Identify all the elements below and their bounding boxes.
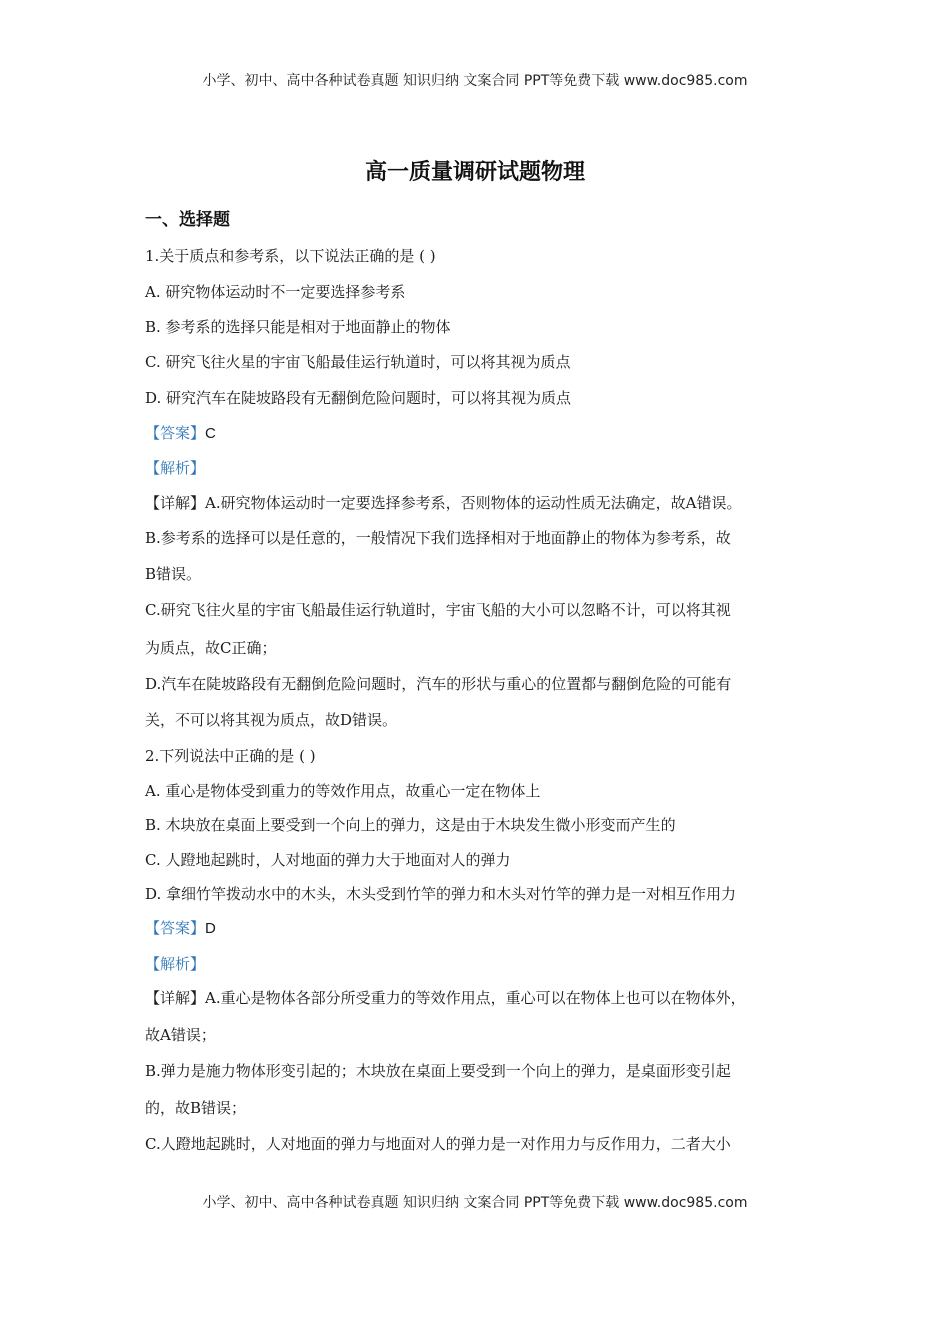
answer-tag: 【答案】	[145, 424, 206, 442]
question-1-answer	[145, 422, 825, 445]
question-1-option-b: B. 参考系的选择只能是相对于地面静止的物体	[145, 318, 451, 336]
answer-value: D	[205, 920, 216, 937]
question-2-detail-line: B.弹力是施力物体形变引起的；木块放在桌面上要受到一个向上的弹力，是桌面形变引起	[145, 1062, 731, 1080]
analysis-tag: 【解析】	[145, 955, 206, 973]
question-2-analysis	[145, 953, 825, 975]
detail-text: A.重心是物体各部分所受重力的等效作用点，重心可以在物体上也可以在物体外，	[205, 989, 746, 1007]
question-1-detail-line: D.汽车在陡坡路段有无翻倒危险问题时，汽车的形状与重心的位置都与翻倒危险的可能有	[145, 675, 732, 693]
section-heading: 一、选择题	[145, 210, 230, 230]
question-1-detail-line: 为质点，故C正确；	[145, 639, 277, 657]
answer-tag: 【答案】	[145, 919, 206, 937]
question-1-option-a: A. 研究物体运动时不一定要选择参考系	[145, 283, 406, 301]
question-1-detail-line: B错误。	[145, 565, 202, 583]
detail-text: A.研究物体运动时一定要选择参考系，否则物体的运动性质无法确定，故A错误。	[205, 494, 742, 512]
question-1-detail-line: B.参考系的选择可以是任意的，一般情况下我们选择相对于地面静止的物体为参考系，故	[145, 529, 731, 547]
detail-tag: 【详解】	[145, 494, 206, 512]
question-1-analysis	[145, 457, 825, 479]
page-footer: 小学、初中、高中各种试卷真题 知识归纳 文案合同 PPT等免费下载 www.doc985.com	[202, 1195, 748, 1211]
question-2-option-a: A. 重心是物体受到重力的等效作用点，故重心一定在物体上	[145, 782, 541, 800]
question-2-option-b: B. 木块放在桌面上要受到一个向上的弹力，这是由于木块发生微小形变而产生的	[145, 816, 676, 834]
question-2-stem: 2.下列说法中正确的是 ( )	[145, 747, 316, 765]
question-2-option-d: D. 拿细竹竿拨动水中的木头，木头受到竹竿的弹力和木头对竹竿的弹力是一对相互作用力	[145, 885, 737, 903]
question-2-detail-line: 故A错误；	[145, 1026, 216, 1044]
question-1-detail-line: 关，不可以将其视为质点，故D错误。	[145, 711, 398, 729]
question-2-detail-line: C.人蹬地起跳时，人对地面的弹力与地面对人的弹力是一对作用力与反作用力，二者大小	[145, 1135, 731, 1153]
question-1-stem: 1.关于质点和参考系，以下说法正确的是 ( )	[145, 247, 436, 265]
page-title: 高一质量调研试题物理	[364, 159, 585, 185]
question-1-detail-line: C.研究飞往火星的宇宙飞船最佳运行轨道时，宇宙飞船的大小可以忽略不计，可以将其视	[145, 601, 731, 619]
question-1-detail-line	[145, 492, 825, 514]
question-2-detail-line	[145, 987, 825, 1009]
question-2-option-c: C. 人蹬地起跳时，人对地面的弹力大于地面对人的弹力	[145, 851, 511, 869]
question-1-option-c: C. 研究飞往火星的宇宙飞船最佳运行轨道时，可以将其视为质点	[145, 353, 571, 371]
question-2-answer	[145, 917, 825, 940]
question-2-detail-line: 的，故B错误；	[145, 1099, 247, 1117]
detail-tag: 【详解】	[145, 989, 206, 1007]
answer-value: C	[205, 425, 216, 442]
page-header: 小学、初中、高中各种试卷真题 知识归纳 文案合同 PPT等免费下载 www.doc985.com	[202, 73, 748, 89]
analysis-tag: 【解析】	[145, 459, 206, 477]
question-1-option-d: D. 研究汽车在陡坡路段有无翻倒危险问题时，可以将其视为质点	[145, 389, 572, 407]
